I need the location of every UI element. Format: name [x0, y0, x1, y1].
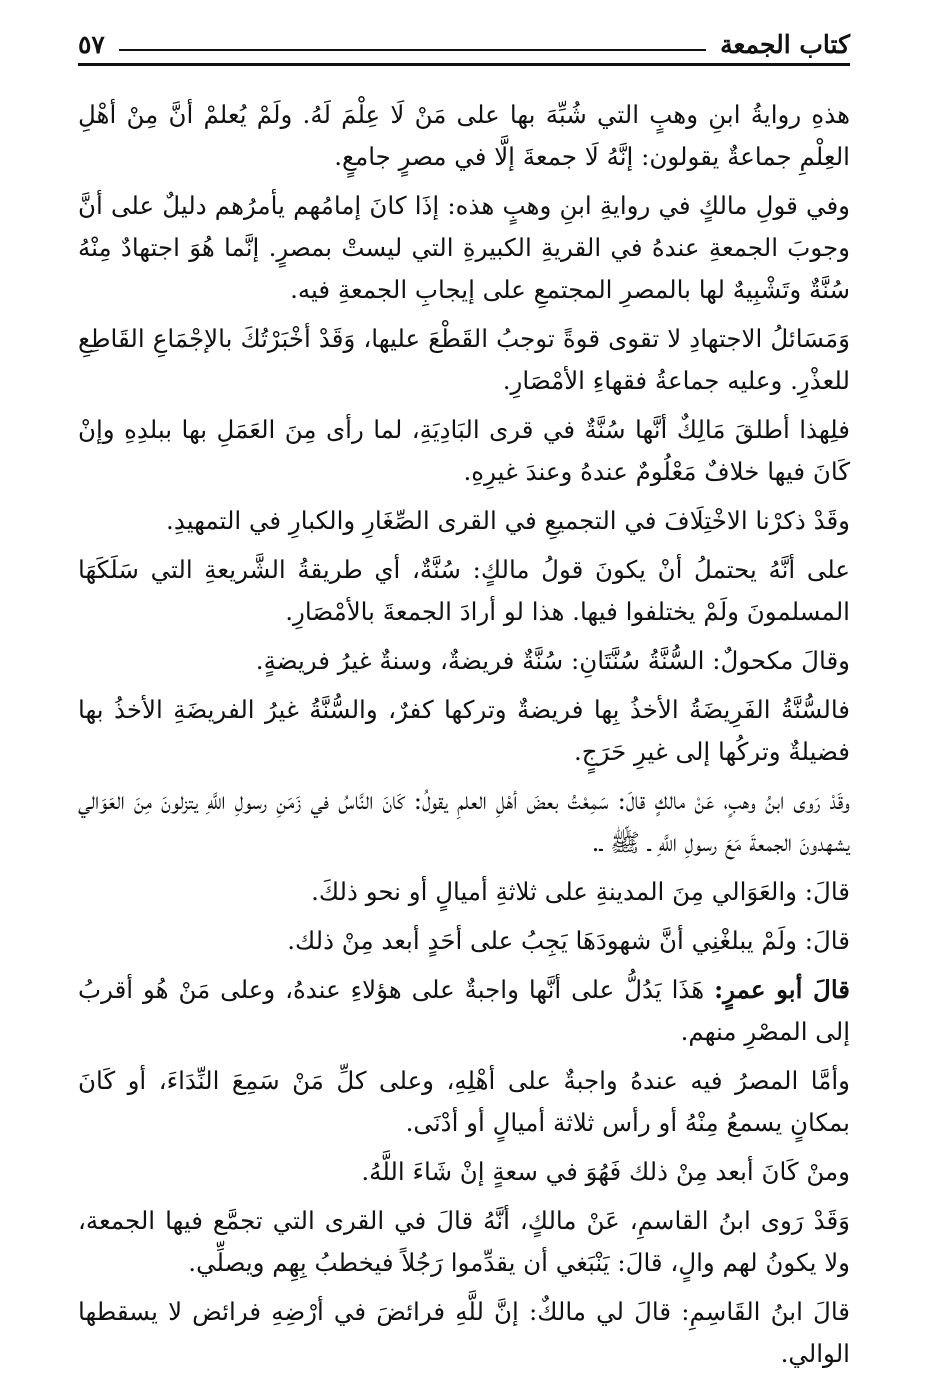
paragraph-lead: قالَ أبو عمرٍ: — [714, 975, 850, 1004]
page-number: ٥٧ — [78, 30, 105, 59]
header-rule — [119, 49, 706, 51]
paragraph — [78, 549, 850, 633]
paragraph-text: قالَ: والعَوَالي مِنَ المدينةِ على ثلاثةِ أميالٍ أو نحو ذلكَ. — [311, 877, 850, 906]
paragraph — [78, 920, 850, 962]
paragraph — [78, 500, 850, 542]
paragraph-text: قالَ: ولَمْ يبلغْنِي أنَّ شهودَهَا يَجِبُ على أحَدٍ أبعد مِنْ ذلك. — [287, 926, 850, 955]
paragraph — [78, 969, 850, 1053]
paragraph-text: هذهِ روايةُ ابنِ وهبٍ التي شُبِّهَ بها على مَنْ لَا عِلْمَ لَهُ. ولَمْ يُعلمْ أنَّ مِنْ أهْلِ العِلْمِ جماعةٌ يقولون: إنَّهُ لَا جمعةَ إلَّا في مصرٍ جامعٍ. — [78, 100, 850, 171]
paragraph-text: وقَدْ ذكرْنا الاخْتِلَافَ في التجميعِ في القرى الصِّغَارِ والكبارِ في التمهيدِ. — [166, 506, 850, 535]
paragraph — [78, 1060, 850, 1144]
page-body — [78, 94, 850, 1375]
paragraph-text: وقَدْ رَوى ابنُ وهبٍ، عَنْ مالكٍ قالَ: سَمِعْتُ بعضَ أهْلِ العلمِ يقولُ: كَانَ النَّاسُ في زَمَنِ رسولِ اللَّهِ يتزلونَ مِنَ العَوَالي يشهدونَ الجمعةَ مَعَ رسولِ اللَّهِ ـ ﷺ ـ. — [78, 786, 850, 857]
paragraph-text: وَقَدْ رَوى ابنُ القاسمِ، عَنْ مالكٍ، أنَّهُ قالَ في القرى التي تجمَّع فيها الجمعة، ولا يكونُ لهم والٍ، قالَ: يَنْبَغي أن يقدِّموا رَجُلاً فيخطبُ بِهِم ويصلِّي. — [78, 1206, 850, 1277]
running-title: كتاب الجمعة — [720, 30, 850, 59]
paragraph — [78, 318, 850, 402]
paragraph-text: وأمَّا المصرُ فيه عندهُ واجبةٌ على أهْلِهِ، وعلى كلِّ مَنْ سَمِعَ النِّدَاءَ، أو كَانَ بمكانٍ يسمعُ مِنْهُ أو رأس ثلاثة أميالٍ أو أدْنَى. — [78, 1066, 850, 1137]
paragraph — [78, 1291, 850, 1375]
paragraph-text: وفي قولِ مالكٍ في روايةِ ابنِ وهبٍ هذه: إذَا كانَ إمامُهم يأمرُهم دليلٌ على أنَّ وجوبَ الجمعةِ عندهُ في القريةِ الكبيرةِ التي ليستْ بمصرٍ. إنَّما هُوَ اجتهادٌ مِنْهُ سُنَّةٌ وتَشْبِيهٌ لها بالمصرِ المجتمعِ على إيجابِ الجمعةِ فيه. — [78, 191, 850, 304]
paragraph-text: هَذَا يَدُلُّ على أنَّها واجبةٌ على هؤلاءِ عندهُ، وعلى مَنْ هُو أقربُ إلى المصْرِ منهم. — [78, 975, 850, 1046]
paragraph-text: قالَ ابنُ القَاسِمِ: قالَ لي مالكٌ: إنَّ للَّهِ فرائضَ في أرْضِهِ فرائض لا يسقطها الوالي. — [78, 1297, 850, 1368]
paragraph-text: وَمَسَائلُ الاجتهادِ لا تقوى قوةً توجبُ القَطْعَ عليها، وَقَدْ أخْبَرْتُكَ بالإجْمَاعِ القَاطِعِ للعذْرِ. وعليه جماعةُ فقهاءِ الأمْصَارِ. — [78, 324, 850, 395]
paragraph — [78, 689, 850, 773]
paragraph-text: وقالَ مكحولٌ: السُّنَّةُ سُنَّتَانِ: سُنَّةٌ فريضةٌ، وسنةٌ غيرُ فريضةٍ. — [255, 646, 850, 675]
paragraph — [78, 640, 850, 682]
paragraph-text: ومنْ كَانَ أبعد مِنْ ذلك فَهُوَ في سعةٍ إنْ شَاءَ اللَّهُ. — [361, 1157, 850, 1186]
paragraph-text: فلِهذا أطلقَ مَالِكٌ أنَّها سُنَّةٌ في قرى البَادِيَةِ، لما رأى مِنَ العَمَلِ بها ببلدِهِ وإنْ كَانَ فيها خلافٌ مَعْلُومٌ عندهُ وعندَ غيرِهِ. — [78, 415, 850, 486]
book-page — [78, 18, 850, 1382]
paragraph — [78, 409, 850, 493]
paragraph — [78, 871, 850, 913]
paragraph — [78, 780, 850, 864]
paragraph-text: على أنَّهُ يحتملُ أنْ يكونَ قولُ مالكٍ: سُنَّةٌ، أي طريقةُ الشَّريعةِ التي سَلَكَهَا المسلمونَ ولَمْ يختلفوا فيها. هذا لو أرادَ الجمعةَ بالأمْصَارِ. — [78, 555, 850, 626]
paragraph — [78, 1151, 850, 1193]
paragraph — [78, 1200, 850, 1284]
paragraph-text: فالسُّنَّةُ الفَرِيضَةُ الأخذُ بِها فريضةٌ وتركها كفرٌ، والسُّنَّةُ غيرُ الفريضَةِ الأخذُ بها فضيلةٌ وتركُها إلى غيرِ حَرَجٍ. — [78, 695, 850, 766]
page-header — [78, 18, 850, 66]
paragraph — [78, 94, 850, 178]
paragraph — [78, 185, 850, 311]
